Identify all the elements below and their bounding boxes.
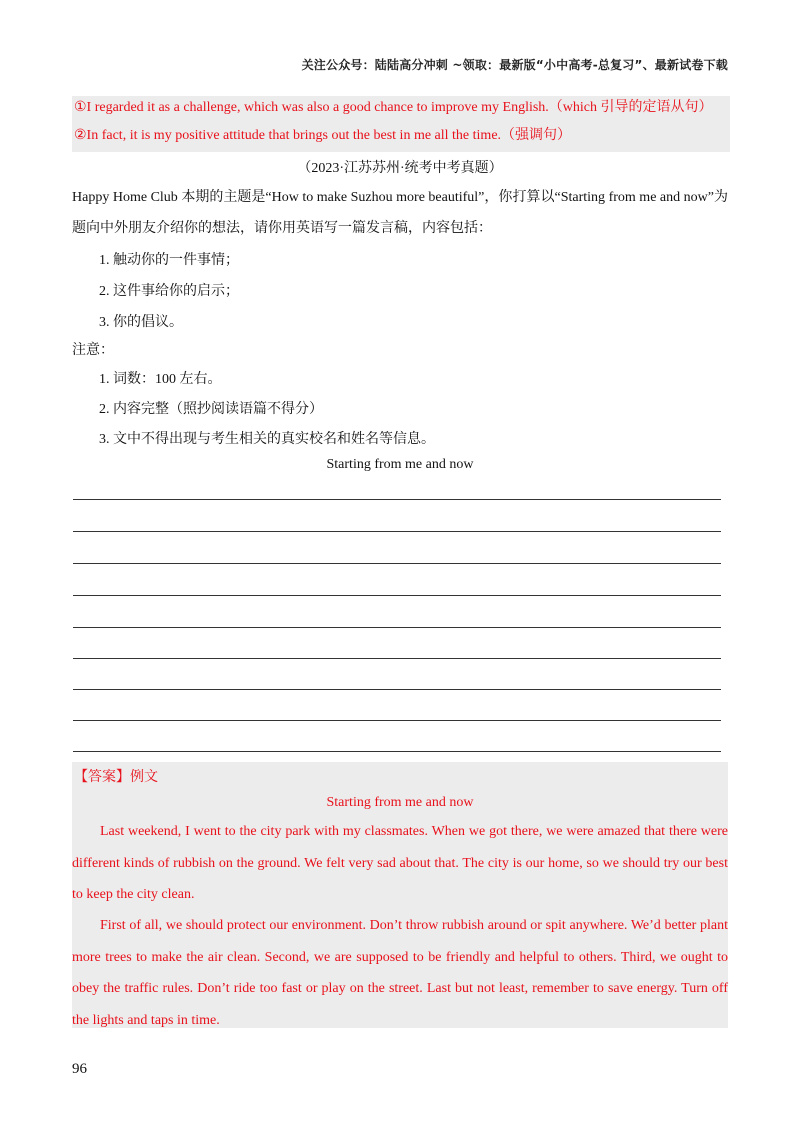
content-item-3: 3. 你的倡议。 (99, 315, 183, 330)
content-item-2: 2. 这件事给你的启示； (99, 284, 239, 299)
writing-line[interactable] (73, 595, 721, 596)
highlight-sentence-1: ①I regarded it as a challenge, which was also a good chance to improve my English.（which 引导的定语从句） (72, 96, 730, 124)
note-item-2: 2. 内容完整（照抄阅读语篇不得分） (99, 402, 323, 417)
writing-line[interactable] (73, 563, 721, 564)
question-source: （2023·江苏苏州·统考中考真题） (297, 161, 503, 176)
note-item-1: 1. 词数：100 左右。 (99, 372, 222, 387)
highlight-sentence-2: ②In fact, it is my positive attitude that brings out the best in me all the time.（强调句） (72, 124, 730, 152)
writing-line[interactable] (73, 751, 721, 752)
answer-label: 【答案】例文 (74, 770, 158, 785)
writing-line[interactable] (73, 689, 721, 690)
answer-paragraph-1 (72, 816, 728, 911)
essay-title: Starting from me and now (326, 457, 474, 472)
content-item-1: 1. 触动你的一件事情； (99, 253, 239, 268)
writing-line[interactable] (73, 627, 721, 628)
page-number: 96 (72, 1061, 87, 1077)
note-label: 注意： (72, 343, 114, 358)
answer-title: Starting from me and now (326, 795, 474, 810)
page-header: 关注公众号：陆陆高分冲刺 ~领取：最新版“小中高考-总复习”、最新试卷下载 (301, 58, 728, 72)
writing-line[interactable] (73, 720, 721, 721)
note-item-3: 3. 文中不得出现与考生相关的真实校名和姓名等信息。 (99, 432, 435, 447)
writing-line[interactable] (73, 658, 721, 659)
answer-paragraph-1-text: Last weekend, I went to the city park with my classmates. When we got there, we were amazed that there were different kinds of rubbish on the ground. We felt very sad about that. The city is our home, so we should try our best to keep the city clean. (72, 824, 728, 902)
answer-paragraph-2 (72, 910, 728, 1036)
answer-paragraph-2-text: First of all, we should protect our environment. Don’t throw rubbish around or spit anywhere. We’d better plant more trees to make the air clean. Second, we are supposed to be friendly and helpful to others. Third, we ought to obey the traffic rules. Don’t ride too fast or play on the street. Last but not least, remember to save energy. Turn off the lights and taps in time. (72, 918, 728, 1028)
writing-line[interactable] (73, 531, 721, 532)
writing-line[interactable] (73, 499, 721, 500)
writing-prompt: Happy Home Club 本期的主题是“How to make Suzhou more beautiful”，你打算以“Starting from me and now”为题向中外朋友介绍你的想法，请你用英语写一篇发言稿，内容包括： (72, 190, 728, 236)
